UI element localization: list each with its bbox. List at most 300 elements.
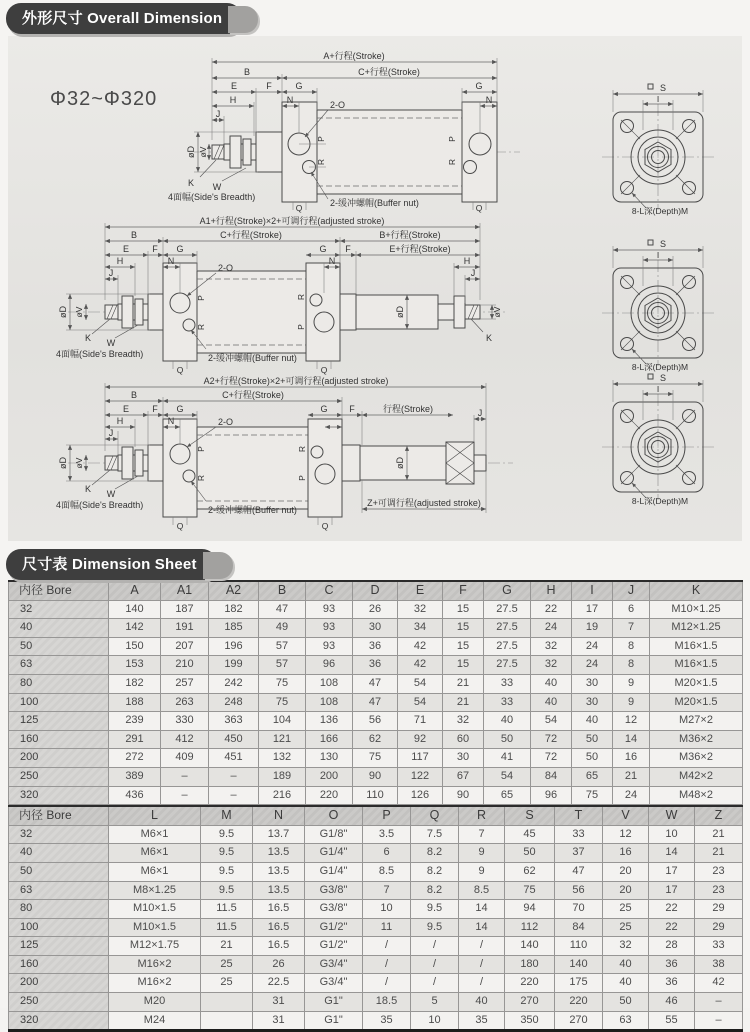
dimension-cell: 40	[531, 693, 572, 712]
dimension-cell: 75	[259, 674, 306, 693]
dimension-cell: 36	[649, 974, 695, 993]
dimension-cell: 140	[505, 937, 555, 956]
dia-d-label: øD	[58, 457, 68, 469]
dimension-cell: M36×2	[650, 730, 743, 749]
dimension-cell: G3/8"	[305, 900, 363, 919]
dimension-cell: 15	[443, 600, 484, 619]
buffer-nut-label: 2-缓冲螺帽(Buffer nut)	[330, 198, 419, 208]
dimension-cell: 45	[505, 825, 555, 844]
dimension-column-header: I	[572, 581, 613, 600]
dimension-cell: 38	[695, 955, 743, 974]
dim-label-j: J	[215, 109, 221, 119]
dimension-cell: G1/4"	[305, 862, 363, 881]
dimension-cell: 32	[398, 600, 443, 619]
dimension-cell: 140	[109, 600, 161, 619]
table-row	[9, 730, 743, 749]
dimension-cell: 33	[484, 674, 531, 693]
table-row	[9, 862, 743, 881]
bore-cell: 160	[9, 730, 109, 749]
dimension-cell: M27×2	[650, 712, 743, 731]
drawing-panel	[8, 36, 742, 541]
dimension-cell: 21	[613, 767, 650, 786]
dim-label-a2: A2+行程(Stroke)×2+可调行程(adjusted stroke)	[203, 376, 389, 386]
dimension-cell: 55	[649, 1011, 695, 1031]
dimension-cell: M20×1.5	[650, 674, 743, 693]
dim-label-a: A+行程(Stroke)	[323, 51, 385, 61]
dimension-cell: /	[363, 955, 411, 974]
bore-cell: 200	[9, 974, 109, 993]
dimension-cell: 40	[531, 674, 572, 693]
dimension-cell: 21	[443, 674, 484, 693]
dimension-cell: 96	[531, 786, 572, 805]
dimension-cell: 47	[353, 693, 398, 712]
dimension-cell: G3/8"	[305, 881, 363, 900]
dimension-cell: 23	[695, 881, 743, 900]
dimension-column-header: C	[306, 581, 353, 600]
r-label: R	[196, 474, 206, 482]
dimension-cell: 18.5	[363, 993, 411, 1012]
dim-label-j: J	[108, 268, 114, 278]
dimension-cell: –	[695, 993, 743, 1012]
dimension-cell: 62	[505, 862, 555, 881]
bore-cell: 50	[9, 862, 109, 881]
dimension-cell: 11	[363, 918, 411, 937]
dimension-cell: 9.5	[411, 900, 459, 919]
dimension-table-l-z	[8, 805, 743, 1032]
dim-label-g: G	[176, 404, 184, 414]
dimension-cell: 117	[398, 749, 443, 768]
bore-cell: 32	[9, 600, 109, 619]
r-label: R	[196, 323, 206, 331]
dimension-column-header: T	[555, 806, 603, 825]
dimension-cell: 47	[353, 674, 398, 693]
dimension-cell: 75	[259, 693, 306, 712]
dimension-cell: 22	[649, 900, 695, 919]
cylinder-body-1	[194, 102, 520, 202]
dim-label-h: H	[116, 256, 124, 266]
ports-label: 2-O	[330, 100, 346, 110]
dimension-cell: 27.5	[484, 600, 531, 619]
dimension-cell: G3/4"	[305, 974, 363, 993]
dimension-cell: M10×1.5	[109, 900, 201, 919]
dimension-cell: 7	[459, 825, 505, 844]
dimension-cell: 32	[443, 712, 484, 731]
table-row	[9, 600, 743, 619]
table-row	[9, 937, 743, 956]
dimension-cell: 132	[259, 749, 306, 768]
dimension-cell: 35	[459, 1011, 505, 1031]
bore-cell: 50	[9, 637, 109, 656]
dimension-cell: 25	[201, 974, 253, 993]
dimension-cell: 9.5	[201, 844, 253, 863]
dimension-cell: 291	[109, 730, 161, 749]
dimension-cell: /	[363, 937, 411, 956]
dimension-cell: 14	[459, 918, 505, 937]
dimension-cell: 32	[531, 656, 572, 675]
dimension-cell: 108	[306, 674, 353, 693]
bore-column-header: 内径 Bore	[9, 806, 109, 825]
q-label: Q	[295, 203, 303, 213]
dimension-cell: 166	[306, 730, 353, 749]
section-title-dimension-sheet	[6, 549, 217, 580]
bore-cell: 320	[9, 786, 109, 805]
dimension-cell: 180	[505, 955, 555, 974]
dimension-cell: M20	[109, 993, 201, 1012]
dimension-cell: 63	[603, 1011, 649, 1031]
table-row	[9, 1011, 743, 1031]
dimension-cell: 56	[555, 881, 603, 900]
dimension-column-header: E	[398, 581, 443, 600]
dimension-cell: 56	[353, 712, 398, 731]
table-row	[9, 900, 743, 919]
dim-label-f: F	[152, 244, 158, 254]
dimension-cell: 14	[459, 900, 505, 919]
dimension-cell: /	[411, 974, 459, 993]
dimension-cell: 33	[555, 825, 603, 844]
dia-v-label: øV	[198, 146, 208, 158]
dim-label-n2: N	[328, 256, 336, 266]
dia-v2-label: øV	[492, 306, 502, 318]
dimension-cell: 42	[398, 637, 443, 656]
dimension-cell: 15	[443, 619, 484, 638]
dimension-cell: 185	[209, 619, 259, 638]
dimension-column-header: G	[484, 581, 531, 600]
dim-label-g2: G	[319, 244, 327, 254]
dimension-cell: M20×1.5	[650, 693, 743, 712]
cylinder-body-2	[68, 263, 508, 361]
dimension-cell: 46	[649, 993, 695, 1012]
bore-column-header: 内径 Bore	[9, 581, 109, 600]
dim-label-g: G	[295, 81, 303, 91]
dimension-cell: 9.5	[201, 862, 253, 881]
dimension-cell: –	[209, 767, 259, 786]
dimension-cell: 10	[411, 1011, 459, 1031]
depth-note: 8-L深(Depth)M	[631, 362, 689, 372]
dimension-cell: 196	[209, 637, 259, 656]
bore-cell: 63	[9, 656, 109, 675]
dimension-cell: 47	[555, 862, 603, 881]
dimension-cell: 54	[398, 693, 443, 712]
dimension-cell: 40	[459, 993, 505, 1012]
dimension-cell: 272	[109, 749, 161, 768]
dimension-cell: 42	[398, 656, 443, 675]
bore-cell: 63	[9, 881, 109, 900]
dimension-cell: 36	[353, 637, 398, 656]
dim-label-n: N	[286, 95, 294, 105]
dimension-cell: 12	[613, 712, 650, 731]
dim-label-stroke: 行程(Stroke)	[382, 404, 434, 414]
dimension-cell: 263	[161, 693, 209, 712]
dimension-cell: 7	[613, 619, 650, 638]
dimension-cell: 189	[259, 767, 306, 786]
dimension-cell: 22.5	[253, 974, 305, 993]
dimension-column-header: R	[459, 806, 505, 825]
dimension-cell: 13.5	[253, 862, 305, 881]
k-label: K	[84, 333, 92, 343]
dim-label-h2: H	[463, 256, 471, 266]
table-row	[9, 712, 743, 731]
dimension-cell: 36	[649, 955, 695, 974]
dimension-cell: 11.5	[201, 900, 253, 919]
dimension-cell: 436	[109, 786, 161, 805]
side-breadth-label: 4面幅(Side's Breadth)	[56, 349, 144, 359]
dimension-cell: G3/4"	[305, 955, 363, 974]
dim-label-j: J	[108, 428, 114, 438]
dimension-cell: 8.5	[459, 881, 505, 900]
dimension-cell: M16×1.5	[650, 637, 743, 656]
dimension-cell: 11.5	[201, 918, 253, 937]
dimension-cell: M16×1.5	[650, 656, 743, 675]
end-view-1	[588, 82, 738, 217]
dimension-cell: 96	[306, 656, 353, 675]
dimension-cell: /	[363, 974, 411, 993]
bore-cell: 80	[9, 900, 109, 919]
dimension-cell: 62	[353, 730, 398, 749]
dimension-cell: 104	[259, 712, 306, 731]
dimension-cell: 187	[161, 600, 209, 619]
table-row	[9, 693, 743, 712]
dimension-cell: 93	[306, 600, 353, 619]
dimension-cell: M12×1.75	[109, 937, 201, 956]
bore-cell: 100	[9, 918, 109, 937]
r2-label: R	[296, 293, 306, 301]
header-row	[9, 806, 743, 825]
dimension-cell: 248	[209, 693, 259, 712]
p2-label: P	[447, 136, 457, 142]
dimension-cell: 121	[259, 730, 306, 749]
table-row	[9, 637, 743, 656]
dim-label-f: F	[266, 81, 272, 91]
dim-label-n: N	[167, 256, 175, 266]
dia-v-label: øV	[74, 306, 84, 318]
table-row	[9, 674, 743, 693]
dim-label-c: C+行程(Stroke)	[358, 67, 420, 77]
dimension-cell: G1/2"	[305, 918, 363, 937]
dimension-cell: 188	[109, 693, 161, 712]
dimension-cell: 67	[443, 767, 484, 786]
table-row	[9, 955, 743, 974]
dimension-column-header: S	[505, 806, 555, 825]
dimension-cell: M16×2	[109, 955, 201, 974]
dimension-cell: 29	[695, 918, 743, 937]
dimension-cell: 140	[555, 955, 603, 974]
dimension-cell: 14	[613, 730, 650, 749]
dimension-column-header: M	[201, 806, 253, 825]
r-label: R	[316, 158, 326, 166]
dim-label-n2: N	[485, 95, 493, 105]
p2-label: P	[297, 475, 307, 481]
dimension-cell: 24	[531, 619, 572, 638]
dimension-cell: 30	[353, 619, 398, 638]
dimension-cell: 28	[649, 937, 695, 956]
section-title-text: 外形尺寸 Overall Dimension	[22, 10, 223, 27]
section-title-text: 尺寸表 Dimension Sheet	[22, 556, 197, 573]
dimension-cell: 220	[505, 974, 555, 993]
dimension-cell: 199	[209, 656, 259, 675]
dimension-column-header: A2	[209, 581, 259, 600]
table-row	[9, 749, 743, 768]
dimension-cell: 22	[531, 600, 572, 619]
dimension-cell: 71	[398, 712, 443, 731]
dimension-cell: 20	[603, 862, 649, 881]
table-row	[9, 786, 743, 805]
dimension-cell: 175	[555, 974, 603, 993]
dimension-cell: 200	[306, 767, 353, 786]
bore-cell: 40	[9, 619, 109, 638]
dimension-cell: 7.5	[411, 825, 459, 844]
dimension-cell: 220	[306, 786, 353, 805]
q-label: Q	[176, 521, 184, 531]
s-label: S	[660, 239, 667, 249]
k-label: K	[187, 178, 195, 188]
dimension-cell: 50	[572, 730, 613, 749]
table-row	[9, 656, 743, 675]
dimension-cell: 54	[398, 674, 443, 693]
dimension-cell: 182	[209, 600, 259, 619]
dimension-cell: 17	[572, 600, 613, 619]
table-row	[9, 825, 743, 844]
end-view-3	[588, 372, 738, 507]
dimension-cell: 110	[353, 786, 398, 805]
dim-label-z: Z+可调行程(adjusted stroke)	[367, 498, 481, 508]
dia-d-label: øD	[186, 146, 196, 158]
dimension-cell: 33	[484, 693, 531, 712]
buffer-nut-label: 2-缓冲螺帽(Buffer nut)	[208, 505, 297, 515]
section-title-overall-dimension	[6, 3, 242, 34]
dimension-cell: 270	[505, 993, 555, 1012]
dimension-cell: 9	[459, 844, 505, 863]
dimension-cell: 242	[209, 674, 259, 693]
bore-cell: 250	[9, 993, 109, 1012]
dimension-column-header: B	[259, 581, 306, 600]
dimension-cell: 8	[613, 637, 650, 656]
dimension-cell: 34	[398, 619, 443, 638]
dimension-cell: –	[161, 786, 209, 805]
bore-cell: 100	[9, 693, 109, 712]
dimension-cell: 450	[209, 730, 259, 749]
dia-d2-label: øD	[395, 457, 405, 469]
dimension-cell: 13.7	[253, 825, 305, 844]
dimension-cell: 31	[253, 993, 305, 1012]
dimension-cell: 42	[695, 974, 743, 993]
dimension-cell: 37	[555, 844, 603, 863]
dimension-cell: 9	[613, 693, 650, 712]
table-row	[9, 993, 743, 1012]
side-breadth-label: 4面幅(Side's Breadth)	[168, 192, 256, 202]
dimension-cell: 7	[363, 881, 411, 900]
s-label: S	[660, 373, 667, 383]
dimension-cell: 350	[505, 1011, 555, 1031]
dimension-cell: 72	[531, 730, 572, 749]
dimension-column-header: H	[531, 581, 572, 600]
dimension-cell: 40	[603, 974, 649, 993]
r2-label: R	[447, 158, 457, 166]
dimension-cell: 5	[411, 993, 459, 1012]
dim-label-a1: A1+行程(Stroke)×2+可调行程(adjusted stroke)	[199, 216, 385, 226]
dimension-cell: 10	[363, 900, 411, 919]
dimension-cell: 40	[572, 712, 613, 731]
dimension-cell: 33	[695, 937, 743, 956]
dimension-cell: 130	[306, 749, 353, 768]
i-label: I	[656, 250, 660, 260]
i-label: I	[656, 94, 660, 104]
q-label: Q	[176, 365, 184, 375]
dimension-cell: 57	[259, 637, 306, 656]
dimension-cell: 47	[259, 600, 306, 619]
dimension-cell: 24	[613, 786, 650, 805]
dimension-cell: /	[411, 937, 459, 956]
dimension-cell	[201, 993, 253, 1012]
table-row	[9, 619, 743, 638]
dimension-column-header: L	[109, 806, 201, 825]
dimension-cell: –	[161, 767, 209, 786]
table-row	[9, 881, 743, 900]
dimension-cell: 16.5	[253, 937, 305, 956]
dimension-cell: 14	[649, 844, 695, 863]
dimension-cell: 21	[201, 937, 253, 956]
table-row	[9, 844, 743, 863]
dimension-cell: 412	[161, 730, 209, 749]
dimension-column-header: A	[109, 581, 161, 600]
dimension-cell: 210	[161, 656, 209, 675]
dimension-cell: 16.5	[253, 918, 305, 937]
bore-cell: 320	[9, 1011, 109, 1031]
dimension-cell: 75	[353, 749, 398, 768]
badge-tail	[228, 6, 258, 33]
bore-cell: 250	[9, 767, 109, 786]
dimension-cell: 12	[603, 825, 649, 844]
dimension-cell: 13.5	[253, 844, 305, 863]
bore-cell: 125	[9, 712, 109, 731]
dimension-cell: 24	[572, 637, 613, 656]
dimension-cell: 50	[603, 993, 649, 1012]
dimension-cell: 409	[161, 749, 209, 768]
table-row	[9, 767, 743, 786]
bore-cell: 32	[9, 825, 109, 844]
dim-label-j2: J	[470, 268, 476, 278]
dim-label-e2: E+行程(Stroke)	[389, 244, 451, 254]
w-label: W	[212, 182, 222, 192]
depth-note: 8-L深(Depth)M	[631, 496, 689, 506]
dimension-cell: 72	[531, 749, 572, 768]
dimension-cell: 90	[353, 767, 398, 786]
dimension-column-header: V	[603, 806, 649, 825]
dimension-cell: 57	[259, 656, 306, 675]
dimension-cell: /	[459, 937, 505, 956]
dimension-cell: M6×1	[109, 825, 201, 844]
dimension-cell: 27.5	[484, 637, 531, 656]
dim-label-g2: G	[475, 81, 483, 91]
dim-label-e: E	[122, 244, 130, 254]
dimension-cell: 142	[109, 619, 161, 638]
dimension-cell: 8.2	[411, 881, 459, 900]
p-label: P	[196, 446, 206, 452]
dimension-cell: 257	[161, 674, 209, 693]
dim-label-b: B	[130, 230, 138, 240]
dimension-cell: 9	[613, 674, 650, 693]
bore-cell: 160	[9, 955, 109, 974]
dimension-cell: 17	[649, 862, 695, 881]
dimension-cell: 50	[484, 730, 531, 749]
dimension-cell: 3.5	[363, 825, 411, 844]
q2-label: Q	[321, 521, 329, 531]
dim-label-n: N	[167, 416, 175, 426]
dimension-cell: M16×2	[109, 974, 201, 993]
dimension-cell: G1"	[305, 1011, 363, 1031]
dimension-cell: 40	[603, 955, 649, 974]
dim-label-b: B	[243, 67, 251, 77]
dimension-cell: M12×1.25	[650, 619, 743, 638]
